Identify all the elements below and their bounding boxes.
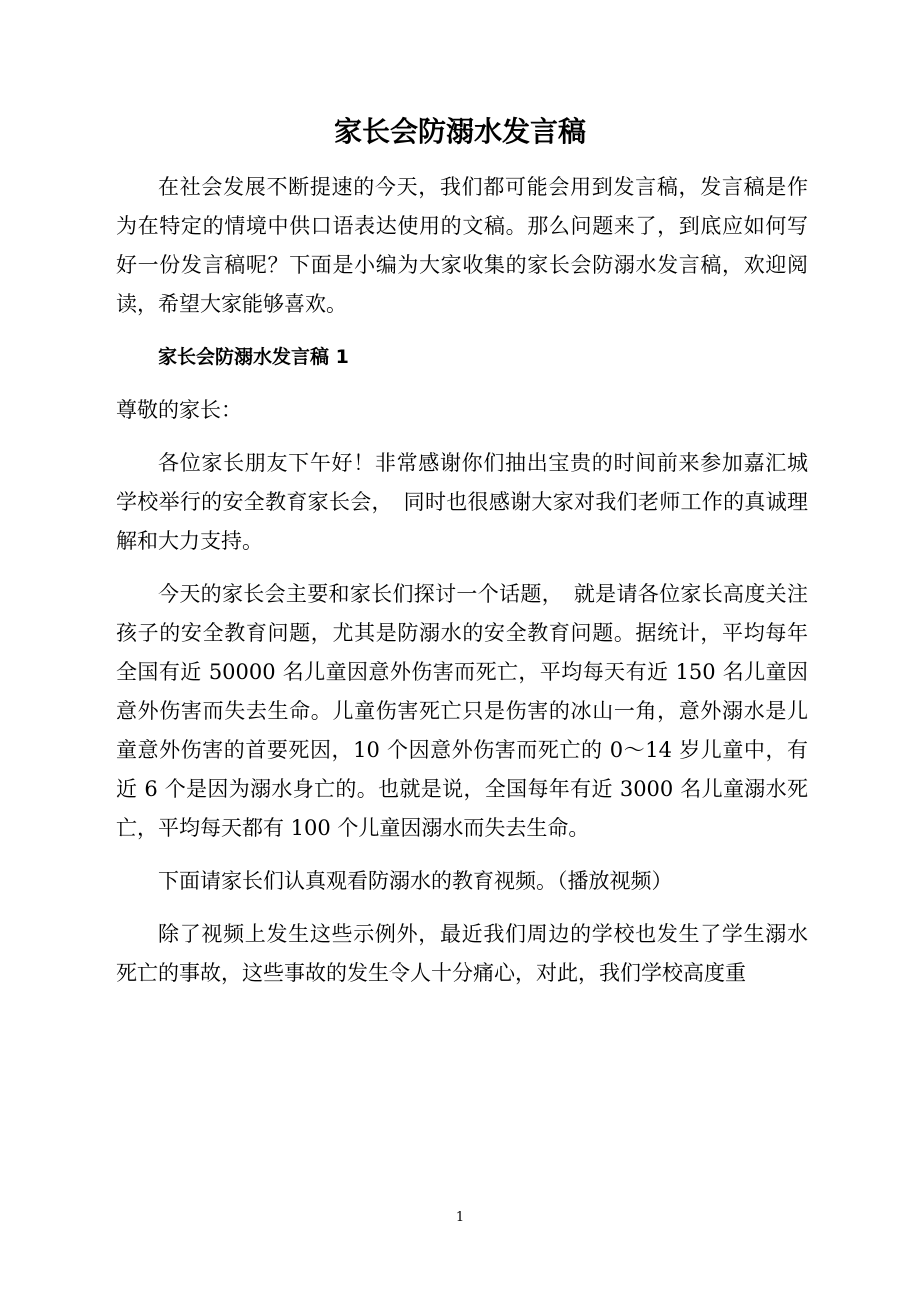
body-paragraph: 除了视频上发生这些示例外，最近我们周边的学校也发生了学生溺水死亡的事故，这些事故的发生令人十分痛心，对此，我们学校高度重 bbox=[116, 922, 808, 985]
page-number: 1 bbox=[455, 1210, 465, 1225]
section-heading: 家长会防溺水发言稿 1 bbox=[158, 346, 349, 368]
body-paragraph: 下面请家长们认真观看防溺水的教育视频。（播放视频） bbox=[158, 869, 673, 893]
body-paragraph: 各位家长朋友下午好！非常感谢你们抽出宝贵的时间前来参加嘉汇城学校举行的安全教育家长会， 同时也很感谢大家对我们老师工作的真诚理解和大力支持。 bbox=[116, 451, 808, 553]
salutation: 尊敬的家长： bbox=[116, 398, 242, 422]
intro-paragraph: 在社会发展不断提速的今天，我们都可能会用到发言稿，发言稿是作为在特定的情境中供口语表达使用的文稿。那么问题来了，到底应如何写好一份发言稿呢？下面是小编为大家收集的家长会防溺水发言稿，欢迎阅读，希望大家能够喜欢。 bbox=[116, 175, 808, 316]
document-title: 家长会防溺水发言稿 bbox=[333, 115, 586, 148]
body-paragraph: 今天的家长会主要和家长们探讨一个话题， 就是请各位家长高度关注孩子的安全教育问题，尤其是防溺水的安全教育问题。据统计，平均每年全国有近 50000 名儿童因意外伤害而死亡，平均每天有近 150 名儿童因意外伤害而失去生命。儿童伤害死亡只是伤害的冰山一角，意外溺水是儿童意外伤害的首要死因，10 个因意外伤害而死亡的 0～14 岁儿童中，有近 6 个是因为溺水身亡的。也就是说，全国每年有近 3000 名儿童溺水死亡，平均每天都有 100 个儿童因溺水而失去生命。 bbox=[116, 582, 808, 840]
document-body bbox=[116, 168, 808, 1007]
